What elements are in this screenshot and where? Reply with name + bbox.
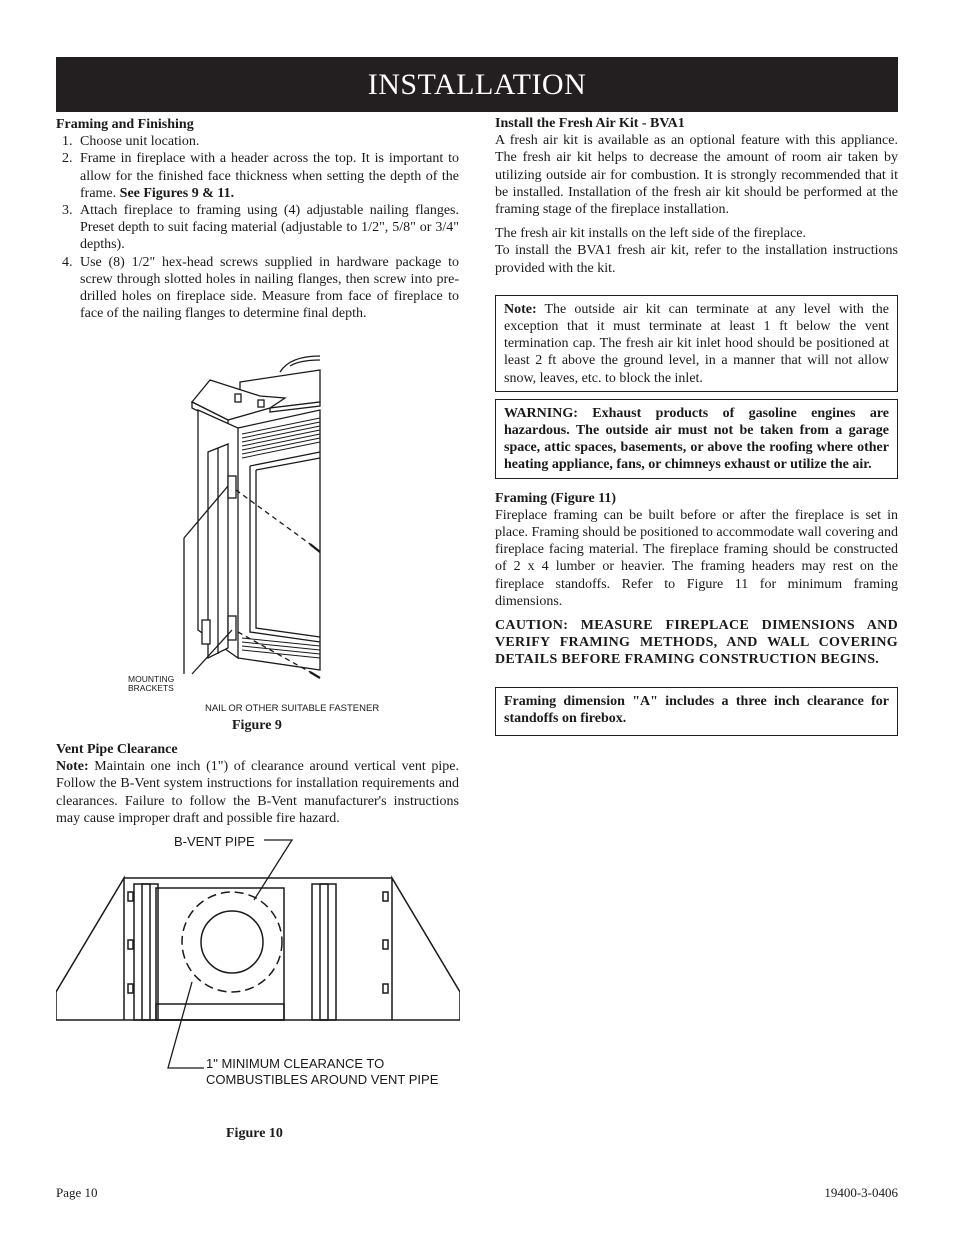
list-item: 1. Choose unit location. bbox=[62, 134, 200, 150]
page-number: Page 10 bbox=[56, 1185, 98, 1200]
vent-pipe-heading: Vent Pipe Clearance bbox=[56, 742, 178, 757]
note-label: Note: bbox=[56, 759, 89, 775]
figure-10-vent-clearance-diagram bbox=[56, 832, 460, 1094]
clearance-label-line2: COMBUSTIBLES AROUND VENT PIPE bbox=[206, 1072, 439, 1087]
mounting-label-line1: MOUNTING bbox=[128, 674, 175, 684]
framing-dimension-box bbox=[495, 687, 898, 736]
fresh-air-para3: To install the BVA1 fresh air kit, refer to the installation instructions provided with the kit. bbox=[495, 243, 898, 276]
framing-fig11-text: Fireplace framing can be built before or after the fireplace is set in place. Framing should be positioned to accommodate wall covering and fireplace facing material. The fireplace framing should be constructed of 2 x 4 lumber or heavier. The framing headers may rest on the fireplace standoffs. Refer to Figure 11 for minimum framing dimensions. bbox=[495, 507, 898, 609]
warning-box bbox=[495, 399, 898, 479]
fresh-air-para2: The fresh air kit installs on the left side of the fireplace. bbox=[495, 226, 807, 242]
note-box-label: Note: bbox=[504, 301, 537, 317]
vent-pipe-section bbox=[56, 741, 459, 827]
fastener-label: NAIL OR OTHER SUITABLE FASTENER bbox=[205, 703, 380, 714]
framing-dimension-text: Framing dimension "A" includes a three inch clearance for standoffs on firebox. bbox=[504, 693, 889, 726]
caution-text: CAUTION: MEASURE FIREPLACE DIMENSIONS AND VERIFY FRAMING METHODS, AND WALL COVERING DETAILS BEFORE FRAMING CONSTRUCTION BEGINS. bbox=[495, 618, 898, 668]
framing-steps-list bbox=[56, 133, 459, 322]
list-item: 4. Use (8) 1/2" hex-head screws supplied in hardware package to screw through slotted holes in nailing flanges, then screw into pre-drilled holes on fireplace side. Measure from face of fireplace to face of the nailing flanges to determine final depth. bbox=[62, 254, 459, 322]
b-vent-pipe-label: B-VENT PIPE bbox=[174, 834, 255, 849]
outside-air-note-box bbox=[495, 295, 898, 392]
left-column bbox=[56, 116, 459, 322]
fresh-air-para1: A fresh air kit is available as an optional feature with this appliance. The fresh air kit helps to decrease the amount of room air taken by utilizing outside air for combustion. It is strongly recommended that it be installed. Installation of the fresh air kit should be performed at the framing stage of the fireplace installation. bbox=[495, 133, 898, 218]
note-box-text: The outside air kit can terminate at any level with the exception that it must terminate at least 1 ft below the vent termination cap. The fresh air kit inlet hood should be positioned at least 2 ft above the ground level, in a manner that will not allow snow, leaves, etc. to block the inlet. bbox=[504, 301, 889, 386]
vent-pipe-note: Maintain one inch (1") of clearance around vertical vent pipe. Follow the B-Vent system instructions for installation requirements and clearances. Failure to follow the B-Vent manufacturer's instructions may cause improper draft and possible fire hazard. bbox=[56, 759, 459, 826]
warning-text: WARNING: Exhaust products of gasoline engines are hazardous. The outside air must not be taken from a garage space, attic spaces, basements, or above the roofing where other heating appliance, fans, or chimneys exhaust or utilize the air. bbox=[504, 405, 889, 473]
clearance-label-line1: 1" MINIMUM CLEARANCE TO bbox=[206, 1056, 385, 1071]
section-title-banner bbox=[56, 57, 898, 112]
section-title: INSTALLATION bbox=[367, 67, 587, 101]
fresh-air-heading: Install the Fresh Air Kit - BVA1 bbox=[495, 116, 685, 131]
list-item: 3. Attach fireplace to framing using (4) adjustable nailing flanges. Preset depth to suit facing material (adjustable to 1/2", 5/8" or 3/4" depths). bbox=[62, 203, 459, 253]
document-number: 19400-3-0406 bbox=[824, 1185, 898, 1200]
list-item: 2. Frame in fireplace with a header across the top. It is important to allow for the finished face thickness when setting the depth of the frame. See Figures 9 & 11. bbox=[62, 151, 459, 201]
figure-9-caption: Figure 9 bbox=[232, 718, 282, 733]
figure-reference: See Figures 9 & 11. bbox=[119, 185, 235, 201]
framing-fig11-heading: Framing (Figure 11) bbox=[495, 490, 617, 506]
figure-9-fireplace-framing-diagram bbox=[120, 340, 460, 720]
mounting-label-line2: BRACKETS bbox=[128, 683, 174, 693]
figure-10-caption: Figure 10 bbox=[226, 1126, 283, 1141]
framing-finishing-heading: Framing and Finishing bbox=[56, 117, 194, 132]
right-column bbox=[495, 115, 898, 736]
